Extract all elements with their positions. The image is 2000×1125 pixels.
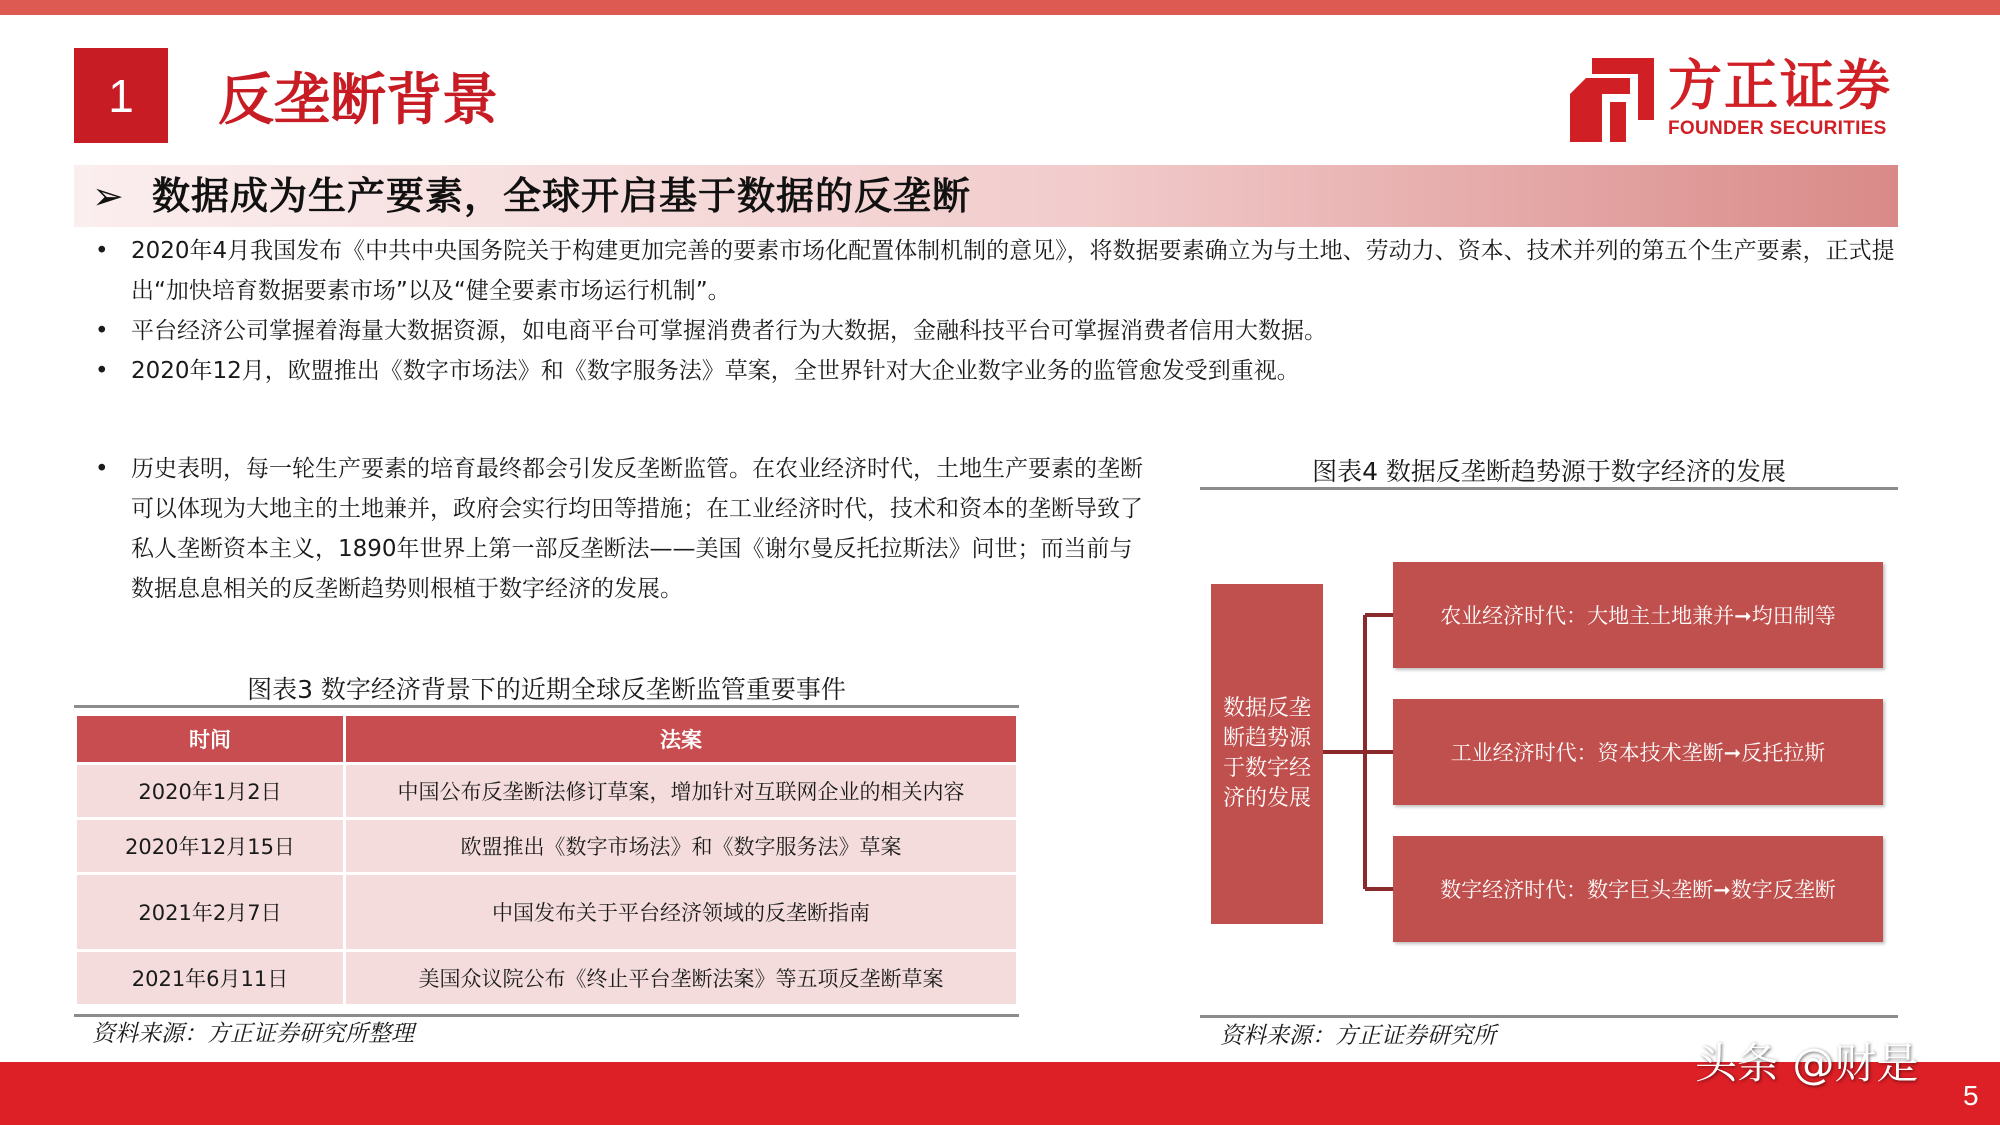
divider [1200, 1015, 1898, 1018]
list-item: • 平台经济公司掌握着海量大数据资源，如电商平台可掌握消费者行为大数据，金融科技平台可掌握消费者信用大数据。 [95, 311, 1895, 351]
diagram-connector [1323, 600, 1395, 900]
logo-english-name: FOUNDER SECURITIES [1668, 118, 1887, 139]
headline-banner [74, 165, 1898, 227]
table-header-act: 法案 [346, 716, 1016, 762]
table-header-time: 时间 [77, 716, 343, 762]
divider [74, 1014, 1019, 1017]
watermark: 头条 @财是 [1695, 1039, 1919, 1088]
table-row [77, 875, 1016, 949]
diagram-branch-industrial: 工业经济时代：资本技术垄断➞反托拉斯 [1393, 699, 1883, 805]
founder-logo [1570, 54, 1900, 146]
founder-logo-icon [1570, 58, 1654, 142]
table-cell-event: 美国众议院公布《终止平台垄断法案》等五项反垄断草案 [346, 952, 1016, 1004]
events-table [74, 713, 1019, 1007]
table-cell-date: 2021年6月11日 [77, 952, 343, 1004]
arrow-icon: ➢ [92, 174, 124, 218]
page-number: 5 [1963, 1080, 1979, 1111]
table-cell-event: 中国公布反垄断法修订草案，增加针对互联网企业的相关内容 [346, 765, 1016, 817]
list-item: • 2020年4月我国发布《中共中央国务院关于构建更加完善的要素市场化配置体制机制的意见》，将数据要素确立为与土地、劳动力、资本、技术并列的第五个生产要素，正式提出“加快培育数据要素市场”以及“健全要素市场运行机制”。 [95, 231, 1895, 311]
key-points-list [95, 231, 1895, 391]
table-row [77, 952, 1016, 1004]
table-cell-date: 2021年2月7日 [77, 875, 343, 949]
section-number: 1 [74, 48, 168, 143]
figure3-title: 图表3 数字经济背景下的近期全球反垄断监管重要事件 [247, 675, 846, 704]
diagram-branch-digital: 数字经济时代：数字巨头垄断➞数字反垄断 [1393, 836, 1883, 942]
table-cell-date: 2020年12月15日 [77, 820, 343, 872]
table-cell-event: 欧盟推出《数字市场法》和《数字服务法》草案 [346, 820, 1016, 872]
headline-text: 数据成为生产要素，全球开启基于数据的反垄断 [152, 174, 972, 218]
diagram-root-box: 数据反垄断趋势源于数字经济的发展 [1211, 584, 1323, 924]
table-row [77, 765, 1016, 817]
top-stripe [0, 0, 2000, 15]
divider [1200, 487, 1898, 490]
figure4-title: 图表4 数据反垄断趋势源于数字经济的发展 [1312, 457, 1786, 486]
figure4-source: 资料来源：方正证券研究所 [1220, 1023, 1496, 1049]
figure3-source: 资料来源：方正证券研究所整理 [92, 1021, 414, 1047]
divider [74, 705, 1019, 708]
list-item: • 2020年12月，欧盟推出《数字市场法》和《数字服务法》草案，全世界针对大企业数字业务的监管愈发受到重视。 [95, 351, 1895, 391]
section-title: 反垄断背景 [218, 68, 498, 133]
table-row [77, 820, 1016, 872]
list-item: • 历史表明，每一轮生产要素的培育最终都会引发反垄断监管。在农业经济时代，土地生产要素的垄断可以体现为大地主的土地兼并，政府会实行均田等措施；在工业经济时代，技术和资本的垄断导致了私人垄断资本主义，1890年世界上第一部反垄断法——美国《谢尔曼反托拉斯法》问世；而当前与数据息息相关的反垄断趋势则根植于数字经济的发展。 [95, 449, 1145, 609]
logo-chinese-name: 方正证券 [1668, 54, 1892, 117]
history-paragraph [95, 449, 1145, 609]
diagram-branch-agricultural: 农业经济时代：大地主土地兼并➞均田制等 [1393, 562, 1883, 668]
table-cell-date: 2020年1月2日 [77, 765, 343, 817]
table-cell-event: 中国发布关于平台经济领域的反垄断指南 [346, 875, 1016, 949]
